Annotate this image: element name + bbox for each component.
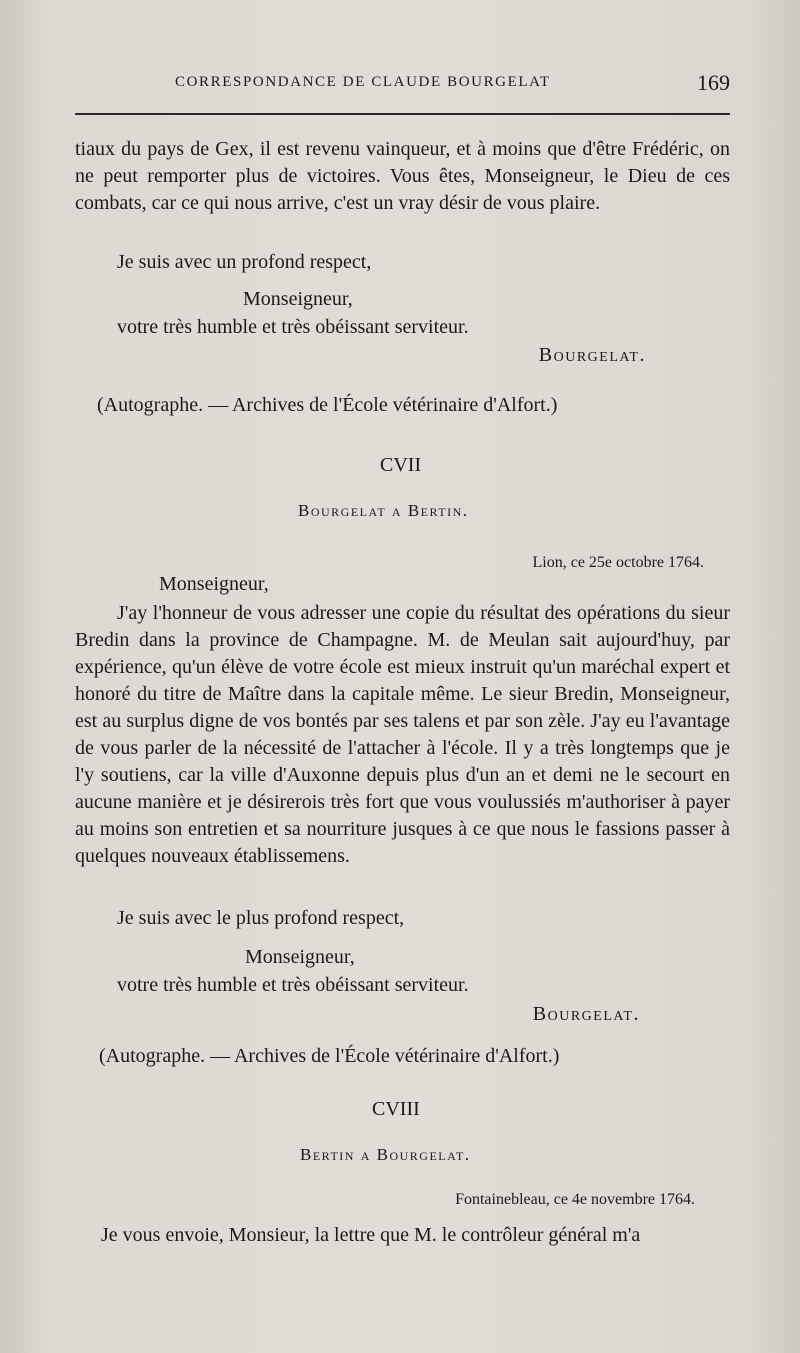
header-rule [75,113,730,115]
letter-cvii-heading: Bourgelat a Bertin. [298,501,469,520]
page-header [75,70,730,100]
letter-cvii-salutation-open: Monseigneur, [159,573,269,595]
letter-cvii-closing: Je suis avec le plus profond respect, [117,907,405,929]
page-number: 169 [697,70,730,95]
letter-cviii-dateline: Fontainebleau, ce 4e novembre 1764. [455,1191,695,1208]
letter-cvii-source: (Autographe. — Archives de l'École vétérinaire d'Alfort.) [99,1045,560,1067]
letter-cvii-number: CVII [380,454,422,476]
letter-cvii-servant: votre très humble et très obéissant serviteur. [117,974,469,996]
letter-cviii-heading: Bertin a Bourgelat. [300,1145,471,1164]
letter-cvi-closing: Je suis avec un profond respect, [117,251,372,273]
letter-cvi-signature: Bourgelat. [538,344,646,366]
letter-cvi-source: (Autographe. — Archives de l'École vétérinaire d'Alfort.) [97,394,558,416]
letter-cvii-paragraph: J'ay l'honneur de vous adresser une copie du résultat des opérations du sieur Bredin dans la province de Champagne. M. de Meulan sait aujourd'huy, par expérience, qu'un élève de votre école est mieux instruit qu'un maréchal expert et honoré du titre de Maître dans la capitale même. Le sieur Bredin, Monseigneur, est au surplus digne de vos bontés par ses talens et par son zèle. J'ay eu l'avantage de vous parler de la nécessité de l'attacher à l'école. Il y a très longtemps que je l'y soutiens, car la ville d'Auxonne depuis plus d'un an et demi ne le secourt en aucune manière et je désirerois très fort que vous voulussiés m'authoriser à payer au moins son entretien et sa nourriture jusques à ce que nous le fassions passer à quelques nouveaux établissemens. [75,602,730,867]
letter-cvi-servant: votre très humble et très obéissant serviteur. [117,316,469,338]
letter-cviii-number: CVIII [372,1098,420,1120]
letter-cvi-paragraph: tiaux du pays de Gex, il est revenu vainqueur, et à moins que d'être Frédéric, on ne peut remporter plus de victoires. Vous êtes, Monseigneur, le Dieu de ces combats, car ce qui nous arrive, c'est un vray désir de vous plaire. [75,138,730,214]
running-title: CORRESPONDANCE DE CLAUDE BOURGELAT [175,74,551,90]
letter-cviii-opening-line: Je vous envoie, Monsieur, la lettre que M. le contrôleur général m'a [101,1224,641,1246]
letter-cvi-salutation: Monseigneur, [243,288,353,310]
letter-cvii-signature: Bourgelat. [532,1003,640,1025]
letter-cvii-dateline: Lion, ce 25e octobre 1764. [532,554,704,571]
letter-cvii-salutation: Monseigneur, [245,946,355,968]
